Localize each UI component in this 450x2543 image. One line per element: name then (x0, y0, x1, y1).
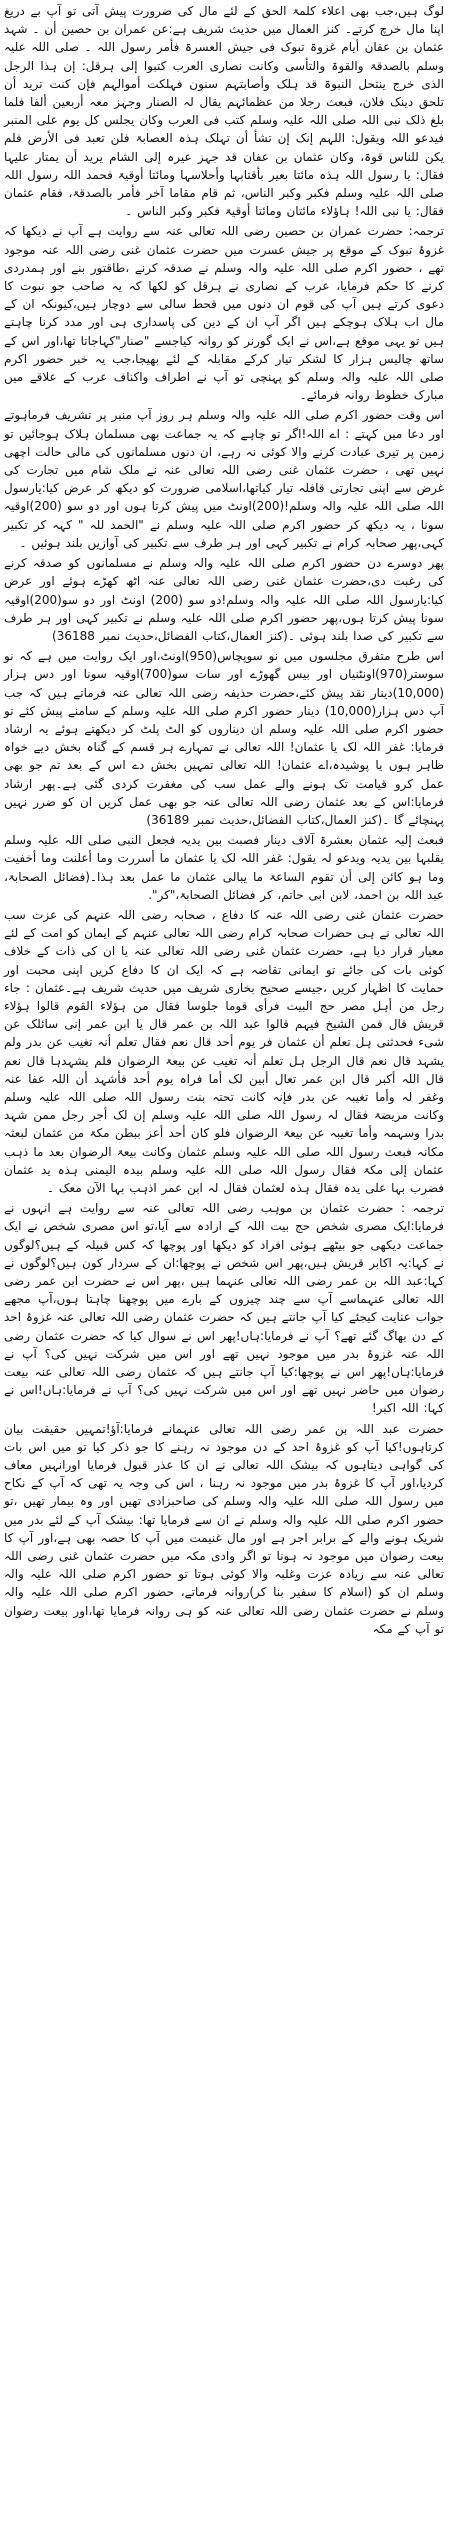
paragraph: ترجمہ : حضرت عثمان بن موہب رضی اللہ تعالی عنہ سے روایت ہے انہوں نے فرمایا:ایک مصری شخص حج بیت اللہ کے ارادہ سے آیا،تو اس مصری شخص نے ایک جماعت دیکھی جو بیٹھے ہوئی افراد کو دیکھا اور پوچھا کہ کس قبیلہ کے ہیں؟لوگوں نے کہا:یہ اکابر قریش ہیں،پھر اس شخص نے پوچھا:ان کے سردار کون ہیں؟لوگوں نے کہا:عبد اللہ بن عمر رضی اللہ تعالی عنہما ہیں ،پھر اس نے حضرت ابن عمر رضی اللہ تعالی عنہماسے آپ سے چند چیزوں کے بارے میں پوچھنا چاہتا ہوں،آپ مجھے جواب عنایت کیجئے کیا آپ جانتے ہیں کہ حضرت عثمان رضی اللہ تعالی عنہ غزوۂ احد کے دن بھاگ گئے تھے؟ آپ نے فرمایا:ہاں!پھر اس نے سوال کیا کہ حضرت عثمان رضی اللہ عنہ غزوۂ بدر میں موجود نہیں تھے اور اس میں شرکت نہیں کی؟ آپ نے فرمایا:ہاں!پھر اس نے پوچھا:کیا آپ جانتے ہیں کہ عثمان رضی اللہ تعالی عنہ بیعت رضوان میں حاضر نہیں تھے اور اس میں شرکت نہیں کی؟ آپ نے فرمایا:ہاں!اس نے کہا: اللہ اکبر! (4, 1201, 444, 1416)
paragraph: حضرت عبد اللہ بن عمر رضی اللہ تعالی عنہمانے فرمایا:آؤ!تمہیں حقیقت بیان کرتاہوں!کیا آپ کو غزوۂ احد کے دن موجود نہ رہنے کا جو ذکر کیا تو میں اس بات کی گواہی دیتاہوں کہ بیشک اللہ تعالی نے ان کا عذر قبول فرمایا اورانہیں معاف کردیا،اور آپ کا غزوۂ بدر میں موجود نہ رہنا ، اس کی وجہ یہ تھی کہ آپ کے نکاح میں رسول اللہ صلی اللہ علیہ والہ وسلم کی صاحبزادی تھیں اور وہ بیمار تھیں ،تو حضور اکرم صلی اللہ علیہ والہ وسلم نے ان سے فرمایا تھا: بیشک آپ کے لئے بدر میں شریک ہونے والے کے برابر اجر ہے اور مال غنیمت میں آپ کا حصہ بھی ہے،اور آپ کا بیعت رضوان میں موجود نہ ہونا تو اگر وادی مکہ میں حضرت عثمان غنی رضی اللہ تعالی عنہ سے زیادہ عزت وغلبہ والا کوئی ہوتا تو حضور اکرم صلی اللہ علیہ والہ وسلم ان کو (اسلام کا سفیر بنا کر)روانہ فرماتے، حضور اکرم صلی اللہ علیہ والہ وسلم نے حضرت عثمان رضی اللہ تعالی عنہ کو ہی روانہ فرمایا تھا،اور بیعت رضوان تو آپ کے مکہ (4, 1421, 444, 1636)
paragraph: حضرت عثمان غنی رضی اللہ عنہ کا دفاع ، صحابہ رضی اللہ عنہم کی عزت سب اللہ تعالی نے ہی حضرات صحابہ کرام رضی اللہ تعالی عنہم کے ایمان کو امت کے لئے معیار قرار دیا ہے، حضرت عثمان غنی رضی اللہ تعالی عنہ یا ان کی ذات کے خلاف کوئی بات کی جائے تو ایمانی تقاضہ ہے کہ ایک ان کا دفاع کریں اپنی محبت اور حمایت کا اظہار کریں ،جیسے صحیح بخاری شریف میں حدیث شریف ہے۔عثمان : جاء رجل من أہل مصر حج البیت فرأی قوما جلوسا فقال من ہؤلاء القوم قالوا ہؤلاء قریش قال فمن الشیخ فیہم قالوا عبد اللہ بن عمر قال یا ابن عمر إنی سائلک عن شیء فحدثنی ہل تعلم أن عثمان فر یوم أحد قال نعم فقال تعلم أنہ تغیب عن بدر ولم یشہد قال نعم قال الرجل ہل تعلم أنہ تغیب عن بیعۃ الرضوان فلم یشہدہا قال نعم قال اللہ أکبر قال ابن عمر تعال أبین لک أما فراہ یوم أحد فأشہد أن اللہ عفا عنہ وغفر لہ وأما تغیبہ عن بدر فإنہ کانت تحتہ بنت رسول اللہ صلی اللہ علیہ وسلم وکانت مریضۃ فقال لہ رسول اللہ صلی اللہ علیہ وسلم إن لک أجر رجل ممن شہد بدرا وسہمہ وأما تغیبہ عن بیعۃ الرضوان فلو کان أحد أعز ببطن مکۃ من عثمان لبعثہ مکانہ فبعث رسول اللہ صلی اللہ علیہ وسلم عثمان وکانت بیعۃ الرضوان بعد ما ذہب عثمان إلی مکۃ فقال رسول اللہ صلی اللہ علیہ وسلم بیدہ الیمنی ہذہ ید عثمان فضرب بہا علی یدہ فقال ہذہ لعثمان فقال لہ ابن عمر اذہب بہا الآن معک ۔ (4, 907, 444, 1195)
paragraph: اس وقت حضور اکرم صلی اللہ علیہ والہ وسلم ہر روز آپ منبر پر تشریف فرماہوتے اور دعا میں کہتے : اے اللہ!اگر تو چاہے کہ یہ جماعت بھی مسلمان ہلاک ہوجائیں تو زمین پر تیری عبادت کرنے والا کوئی نہ رہے، ان دنوں مسلمانوں کی مالی حالت اچھی نہیں تھی ، حضرت عثمان غنی رضی اللہ تعالی عنہ نے ملک شام میں تجارت کی غرض سے اپنی تجارتی قافلہ تیار کیاتھا،اسلامی ضرورت کو دیکھ کر عرض کیا:یارسول اللہ صلی اللہ علیہ والہ وسلم!(200)اونٹ میں پیش کرتا ہوں اور دو سو (200)اوقیہ سونا ، یہ دیکھ کر حضور اکرم صلی اللہ علیہ وسلم نے "الحمد للہ " کہہ کر تکبیر کہی،پھر صحابہ کرام نے تکبیر کہی اور ہر طرف سے تکبیر کی آوازیں بلند ہوئیں ۔ (4, 408, 444, 550)
paragraph: پھر دوسرے دن حضور اکرم صلی اللہ علیہ والہ وسلم نے مسلمانوں کو صدقہ کرنے کی رغبت دی،حضرت عثمان غنی رضی اللہ تعالی عنہ اٹھ کھڑے ہوئے اور عرض کیا:یارسول اللہ صلی اللہ علیہ والہ وسلم!دو سو (200) اونٹ اور دو سو(200)اوقیہ سونا پیش کرتا ہوں،پھر حضور اکرم صلی اللہ علیہ وسلم نے تکبیر کہی اور ہر طرف سے تکبیر کی صدا بلند ہوئی ۔(کنز العمال،کتاب الفضائل،حدیث نمبر 36188) (4, 556, 444, 643)
paragraph: لوگ ہیں،جب بھی اعلاء کلمۃ الحق کے لئے مال کی ضرورت پیش آتی تو آپ بے دریغ اپنا مال خرچ کرتے۔ کنز العمال میں حدیث شریف ہے:عن عمران بن حصین أن ۔ شہد عثمان بن عفان أیام غزوۃ تبوک فی جیش العسرۃ فأمر رسول اللہ ۔ صلی اللہ علیہ وسلم بالصدقۃ والقوۃ والتأسی وکانت نصاری العرب کتبوا إلی ہرقل: إن ہذا الرجل الذی خرج ینتحل النبوۃ قد ہلک وأصابتہم سنون فہلکت أموالہم فإن کنت ترید أن تلحق دینک فلان، فبعث رجلا من عظمائہم یقال لہ الصنار وجہز معہ أربعین ألفا فلما بلغ ذلک نبی اللہ صلی اللہ علیہ وسلم کتب فی العرب وکان یجلس کل یوم علی المنبر فیدعو اللہ ویقول: اللہم إنک إن تشأ أن تہلک ہذہ العصابۃ فلن تعبد فی الأرض فلم یکن للناس قوۃ، وکان عثمان بن عفان قد جہز عیرہ إلی الشام یرید أن یمتار علیہا فقال: یا رسول اللہ ہذہ مائتا بعیر بأقتابہا وأحلاسہا ومائتا أوقیۃ فحمد اللہ رسول اللہ صلی اللہ علیہ وسلم فکبر وکبر الناس، ثم قام مقاما آخر فأمر بالصدقۃ، فقام عثمان فقال: یا نبی اللہ! ہاؤلاء مائتان ومائتا أوقیۃ فکبر وکبر الناس ۔ (4, 4, 444, 219)
paragraph: ترجمہ: حضرت عمران بن حصین رضی اللہ تعالی عنہ سے روایت ہے آپ نے دیکھا کہ غزوۂ تبوک کے موقع پر جیش عسرت میں حضرت عثمان غنی رضی اللہ عنہ موجود تھے ، حضور اکرم صلی اللہ علیہ والہ وسلم نے صدقہ کرنے ،طاقتور بنے اور ہمدردی کرنے کا حکم فرمایا، عرب کے نصاری نے ہرقل کو لکھا کہ یہ صاحب جو نبوت کا دعوی کرتے ہیں آپ کی قوم ان دنوں میں قحط سالی سے دوچار ہیں،کیونکہ ان کے مال اب ہلاک ہوچکے ہیں اگر آپ ان کے دین کی پاسداری ہی اور مدد کرنا چاہتے ہیں تو یہی موقع ہے،اس نے ایک گورنر کو روانہ کیاجسے "صنار"کہاجاتا تھا،اور اس کے ساتھ چالیس ہزار کا لشکر تیار کرکے مقابلہ کے لئے بھیجا،جب یہ خبر حضور اکرم صلی اللہ علیہ والہ وسلم کو پہنچی تو آپ نے اطراف واکناف عرب کے علاقے میں مبارک خطوط روانہ فرمائے۔ (4, 224, 444, 403)
paragraph: اس طرح متفرق مجلسوں میں نو سوپچاس(950)اونٹ،اور ایک روایت میں ہے کہ نو سوستر(970)اونٹنیاں اور بیس گھوڑے اور سات سو(700)اوقیہ سونا اور دس ہزار (10,000)دینار نقد پیش کئے،حضرت حذیفہ رضی اللہ تعالی عنہ فرماتے ہیں کہ جب آپ دس ہزار(10,000) دینار حضور اکرم صلی اللہ علیہ وسلم کے سامنے پیش کئے تو حضور اکرم صلی اللہ علیہ وسلم ان دیناروں کو الٹ پلٹ کر دیکھتے ہوئے یہ ارشاد فرمایا: غفر اللہ لک یا عثمان! اللہ تعالی نے تمہارے ہر قسم کے گناہ بخش دیے خواہ ظاہر ہوں یا پوشیدہ،اے عثمان! اللہ تعالی تمہیں بخش دے اس کے بعد تم جو بھی عمل کرو قیامت تک ہونے والے عمل سب کی مغفرت کردی گئی ہے۔پھر ارشاد فرمایا:اس کے بعد عثمان رضی اللہ تعالی عنہ جو بھی عمل کریں ان کو ضرر نہیں پہنچائے گا ۔(کنز العمال،کتاب الفضائل،حدیث نمبر 36189) (4, 649, 445, 827)
paragraph: فبعث إلیہ عثمان بعشرۃ آلاف دینار فصبت بین یدیہ فجعل النبی صلی اللہ علیہ وسلم یقلبہا بین یدیہ ویدعو لہ یقول: غفر اللہ لک یا عثمان ما أسررت وما أعلنت وما أخفیت وما ہو کائن إلی أن تقوم الساعۃ ما یبالی عثمان ما عمل بعد ہذا۔(فضائل الصحابۃ، عبد اللہ بن احمد، لابن ابی حاتم، کر فضائل الصحابۃ،"کر". (4, 833, 444, 902)
